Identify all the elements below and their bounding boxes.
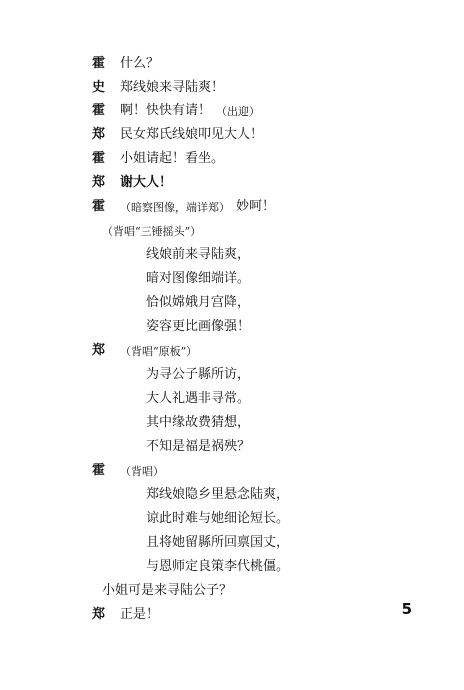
verse-text: 姿容更比画像强！ [146,319,251,334]
verse-text: 且将她留縣所回禀国丈， [146,535,290,550]
verse-text: 郑线娘隐乡里悬念陆爽， [146,487,290,502]
dialogue-text: 啊！快快有请！ [120,103,212,118]
verse-text: 与恩师定良策李代桃僵。 [146,559,290,574]
speaker-label: 郑 [92,175,106,190]
stage-direction: （背唱“三锤摇头”） [102,225,202,238]
dialogue-text: 正是！ [120,607,160,622]
verse-text: 恰似嫦娥月宫降， [146,295,251,310]
verse-text: 其中缘故费猜想， [146,415,251,430]
speaker-label: 郑 [92,607,106,622]
speaker-label: 史 [92,80,106,95]
verse-text: 为寻公子縣所访， [146,367,251,382]
dialogue-text: 民女郑氏线娘叩见大人！ [120,127,264,142]
speaker-label: 霍 [92,56,106,71]
stage-direction: （背唱） [120,465,164,478]
stage-direction: （暗察图像，端详郑） [120,201,230,214]
verse-text: 谅此时难与她细论短长。 [146,511,290,526]
speaker-label: 霍 [92,199,106,214]
speaker-label: 霍 [92,103,106,118]
dialogue-text: 郑线娘来寻陆爽！ [120,80,225,95]
dialogue-text: 妙呵！ [236,199,276,214]
dialogue-text: 谢大人！ [120,175,173,190]
dialogue-text: 什么？ [120,56,160,71]
stage-direction: （背唱“原板”） [120,345,198,358]
speaker-label: 郑 [92,127,106,142]
stage-direction: （出迎） [216,105,260,118]
speaker-label: 郑 [92,343,106,358]
page-number: 5 [401,600,412,618]
speaker-label: 霍 [92,151,106,166]
dialogue-text: 小姐可是来寻陆公子？ [102,583,233,598]
speaker-label: 霍 [92,463,106,478]
verse-text: 大人礼遇非寻常。 [146,391,251,406]
dialogue-text: 小姐请起！看坐。 [120,151,225,166]
verse-text: 暗对图像细端详。 [146,271,251,286]
verse-text: 不知是福是祸殃？ [146,439,251,454]
verse-text: 线娘前来寻陆爽， [146,247,251,262]
